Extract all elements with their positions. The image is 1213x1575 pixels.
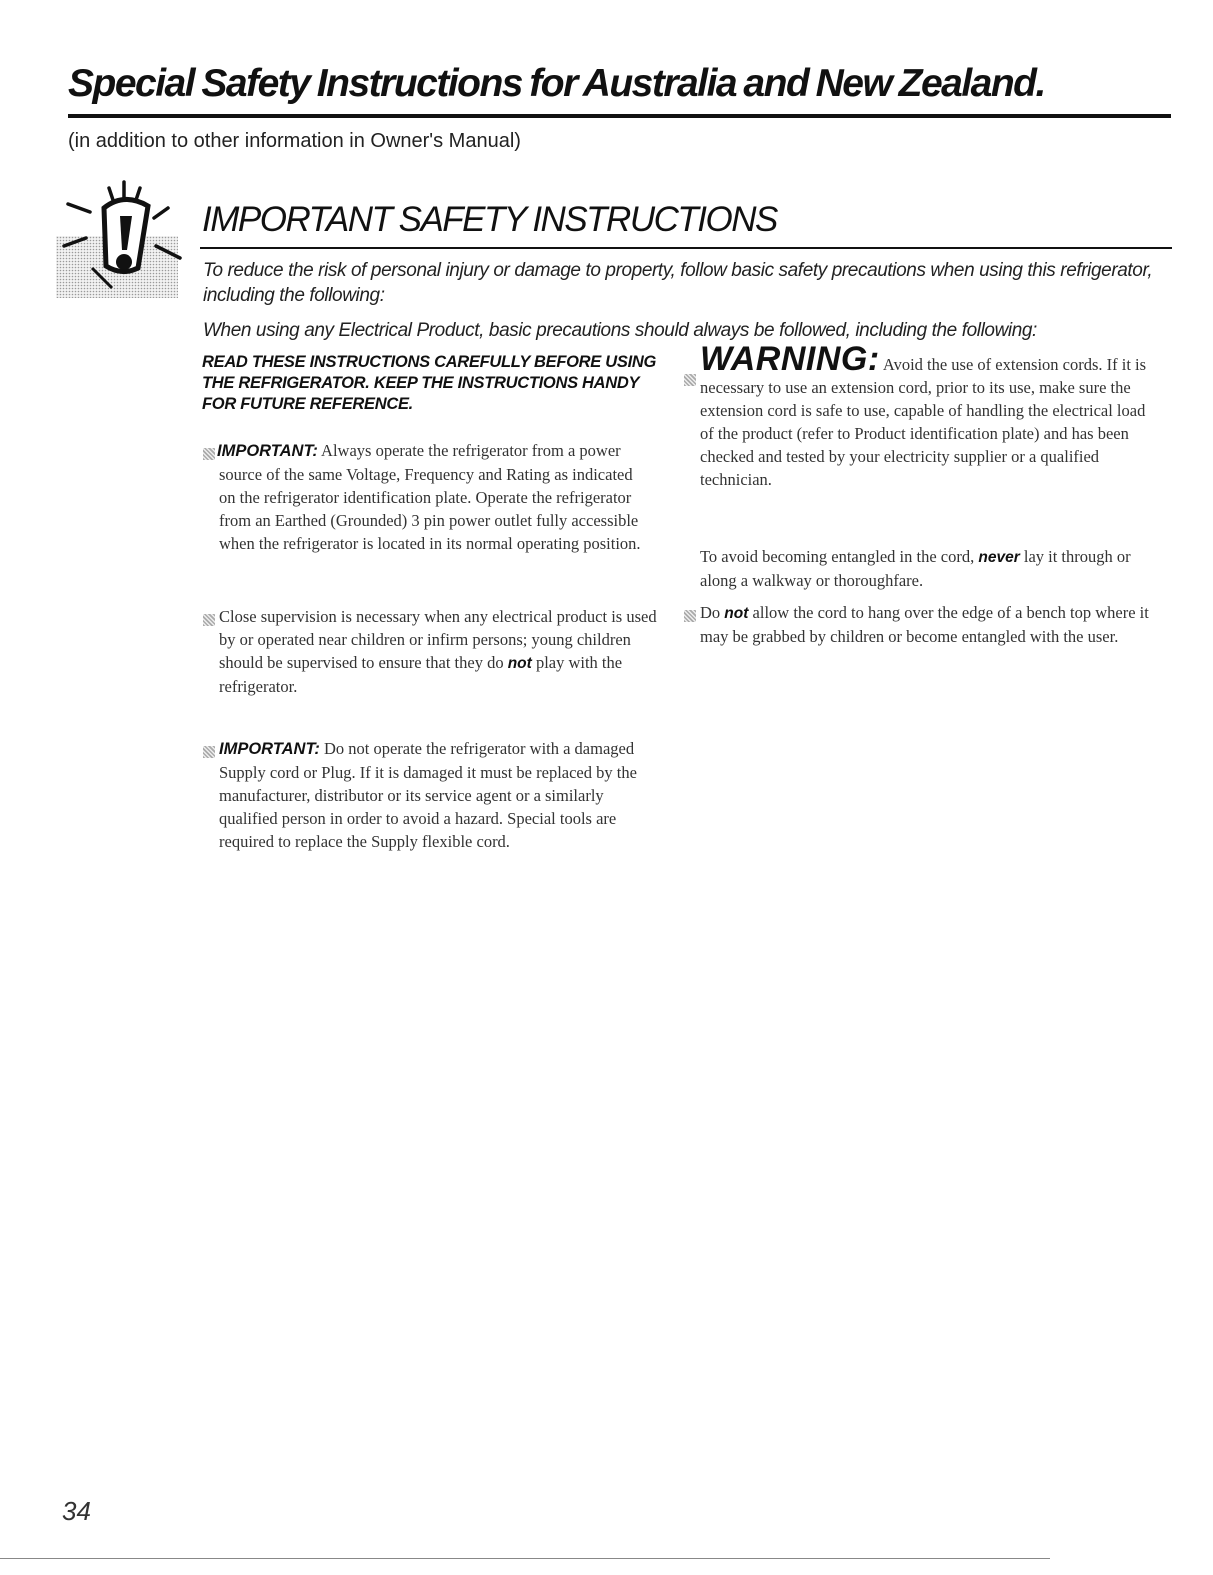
bench-text: Do: [700, 603, 721, 622]
important-label: IMPORTANT:: [219, 740, 320, 758]
intro-text: To reduce the risk of personal injury or damage to property, follow basic safety precautions when using this refrigerator, including the following:: [203, 260, 1153, 306]
bullet-icon: [684, 374, 696, 386]
intro-text-electrical: When using any Electrical Product, basic precautions should always be followed, including the following:: [203, 320, 1037, 341]
supervision-text-end: play with the refrigerator.: [219, 653, 623, 696]
title-rule: [68, 114, 1171, 118]
warning-block: [700, 340, 1156, 491]
not-emphasis: not: [507, 655, 532, 672]
page-subtitle: (in addition to other information in Owner's Manual): [68, 130, 521, 152]
not-emphasis: not: [724, 605, 749, 622]
important-voltage-text: Always operate the refrigerator from a power source of the same Voltage, Frequency and Rating as indicated on the refrigerator identification plate. Operate the refrigerator from an Earthed (Grounded) 3 pin power outlet fully accessible when the refrigerator is located in its normal operating position.: [219, 441, 641, 553]
important-voltage-item: [219, 439, 651, 555]
walkway-text-end: lay it through or along a walkway or thoroughfare.: [700, 547, 1131, 590]
read-instructions-heading: READ THESE INSTRUCTIONS CAREFULLY BEFORE USING THE REFRIGERATOR. KEEP THE INSTRUCTIONS HANDY FOR FUTURE REFERENCE.: [202, 353, 657, 413]
bench-text-end: allow the cord to hang over the edge of a bench top where it may be grabbed by children or become entangled with the user.: [700, 603, 1149, 646]
important-cord-item: [219, 737, 666, 853]
important-cord-text: Do not operate the refrigerator with a damaged Supply cord or Plug. If it is damaged it must be replaced by the manufacturer, distributor or its service agent or a similarly qualified person in order to avoid a hazard. Special tools are required to replace the Supply flexible cord.: [219, 739, 637, 851]
warning-text: Avoid the use of extension cords. If it is necessary to use an extension cord, prior to its use, make sure the extension cord is safe to use, capable of handling the electrical load of the product (refer to Product identification plate) and has been checked and tested by your electricity supplier or a qualified technician.: [700, 355, 1147, 489]
page-number: 34: [62, 1496, 91, 1526]
walkway-item: [700, 545, 1150, 592]
bullet-icon: [203, 448, 215, 460]
bottom-rule: [0, 1558, 1050, 1559]
important-label: IMPORTANT:: [217, 442, 318, 460]
never-emphasis: never: [978, 549, 1020, 566]
supervision-item: [219, 605, 657, 698]
warning-label: WARNING:: [700, 340, 880, 378]
walkway-text: To avoid becoming entangled in the cord,: [700, 547, 975, 566]
supervision-text: Close supervision is necessary when any electrical product is used by or operated near children or infirm persons; young children should be supervised to ensure that they do: [219, 607, 657, 672]
section-rule: [200, 247, 1172, 249]
section-title: IMPORTANT SAFETY INSTRUCTIONS: [202, 200, 777, 239]
bullet-icon: [203, 746, 215, 758]
page-title: Special Safety Instructions for Australia and New Zealand.: [68, 62, 1045, 105]
exclamation-safety-icon: [56, 176, 196, 302]
bullet-icon: [684, 610, 696, 622]
bench-item: [700, 601, 1152, 648]
bullet-icon: [203, 614, 215, 626]
